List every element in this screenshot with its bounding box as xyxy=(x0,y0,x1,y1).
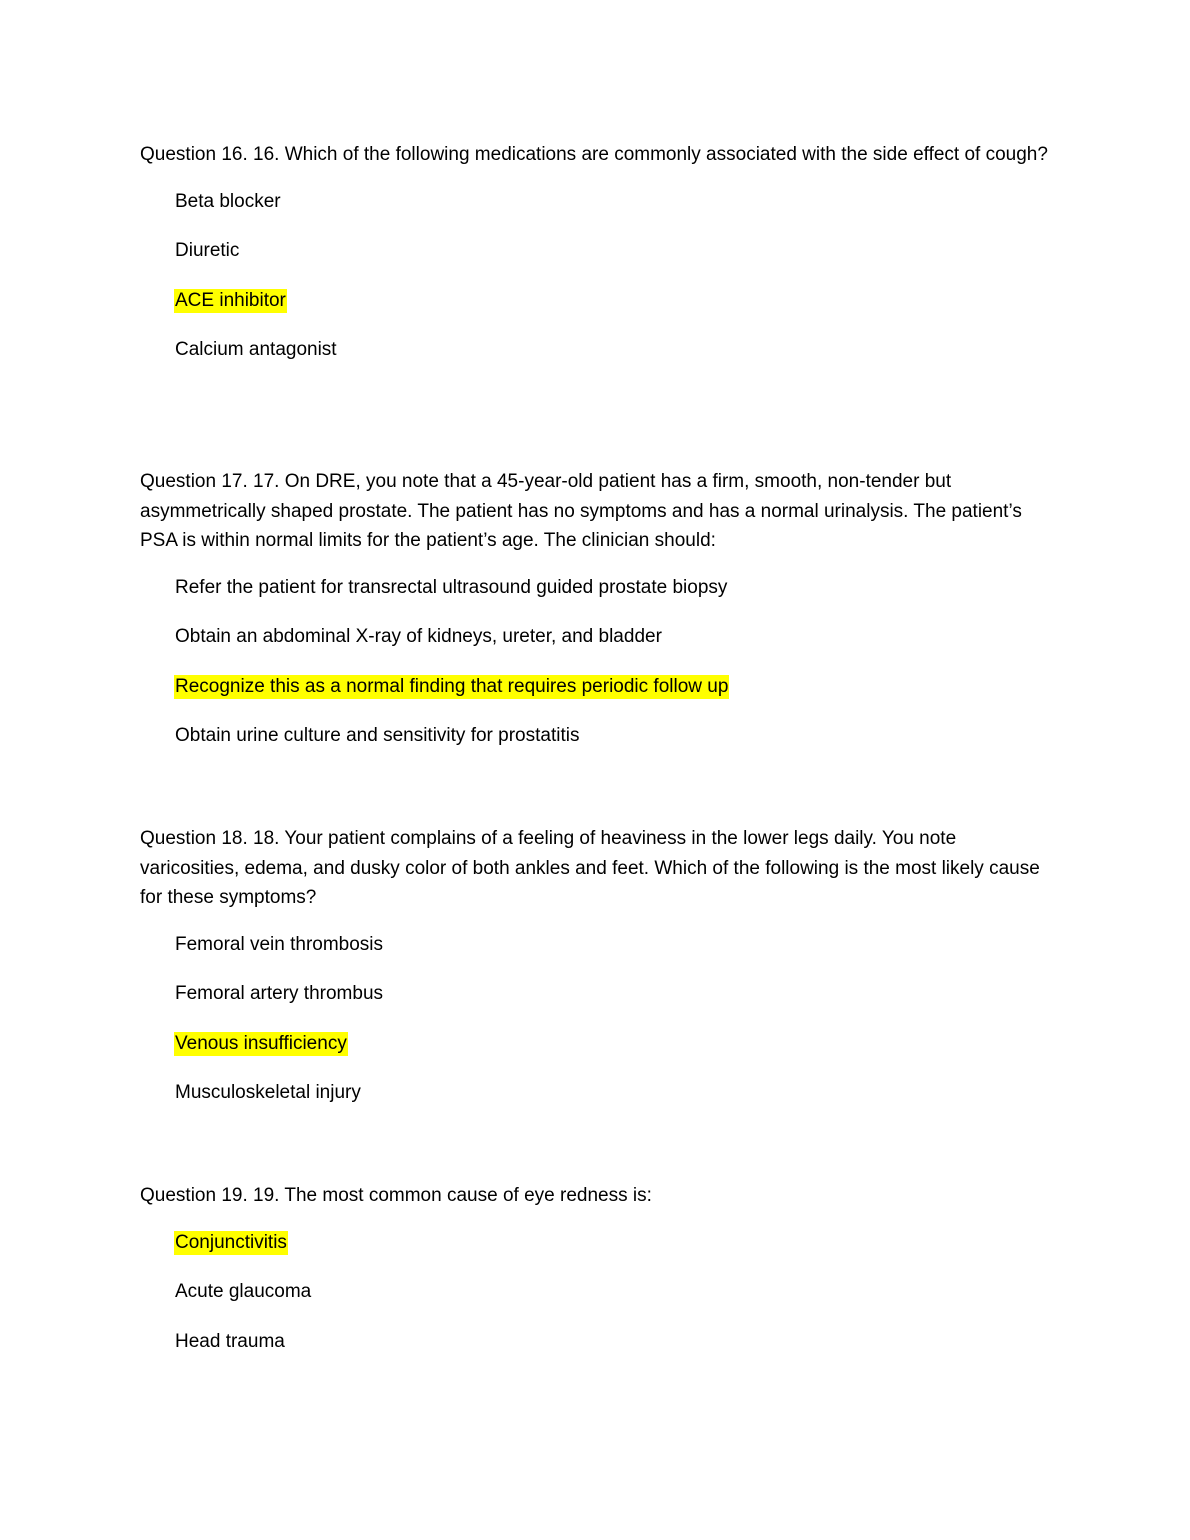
answer-option-text: Femoral vein thrombosis xyxy=(175,933,384,955)
answer-option xyxy=(174,1081,1050,1105)
answer-option xyxy=(174,1280,1050,1304)
question-stem: Question 17. 17. On DRE, you note that a 45-year-old patient has a firm, smooth, non-tender but asymmetrically shaped prostate. The patient has no symptoms and has a normal urinalysis. The patient’s PSA is within normal limits for the patient’s age. The clinician should: xyxy=(140,471,1022,551)
answer-option xyxy=(174,338,1050,362)
question-stem: Question 19. 19. The most common cause of eye redness is: xyxy=(140,1185,652,1206)
answer-option-text: Obtain an abdominal X-ray of kidneys, ureter, and bladder xyxy=(175,626,662,647)
question-17 xyxy=(140,467,1050,774)
answer-option xyxy=(174,933,1050,957)
answer-option xyxy=(174,190,1050,214)
question-19 xyxy=(140,1181,1050,1379)
answer-option-correct xyxy=(174,1032,1050,1056)
answer-option-text: Beta blocker xyxy=(175,190,281,212)
answer-option-text: Femoral artery thrombus xyxy=(175,983,384,1004)
question-16 xyxy=(140,140,1050,388)
highlighted-answer-text: Conjunctivitis xyxy=(175,1231,287,1253)
answer-options xyxy=(174,1231,1050,1354)
answer-option-text: Refer the patient for transrectal ultrasound guided prostate biopsy xyxy=(175,576,728,598)
answer-option-correct xyxy=(174,1231,1050,1255)
answer-option-text: Calcium antagonist xyxy=(175,339,337,360)
answer-option xyxy=(174,239,1050,263)
highlighted-answer-text: ACE inhibitor xyxy=(175,289,286,311)
answer-option xyxy=(174,576,1050,600)
answer-options xyxy=(174,190,1050,363)
answer-option-text: Head trauma xyxy=(175,1330,285,1352)
question-stem: Question 18. 18. Your patient complains of a feeling of heaviness in the lower legs daily. You note varicosities, edema, and dusky color of both ankles and feet. Which of the following is the most likely cause for these symptoms? xyxy=(140,828,1040,908)
answer-option-text: Acute glaucoma xyxy=(175,1281,312,1302)
answer-option xyxy=(174,1330,1050,1354)
answer-option xyxy=(174,724,1050,748)
answer-option-correct xyxy=(174,289,1050,313)
answer-option xyxy=(174,625,1050,649)
highlighted-answer-text: Recognize this as a normal finding that requires periodic follow up xyxy=(175,675,729,697)
question-stem: Question 16. 16. Which of the following medications are commonly associated with the side effect of cough? xyxy=(140,144,1048,165)
highlighted-answer-text: Venous insufficiency xyxy=(175,1032,347,1054)
answer-option-text: Obtain urine culture and sensitivity for prostatitis xyxy=(175,725,580,746)
answer-options xyxy=(174,933,1050,1106)
answer-option-text: Musculoskeletal injury xyxy=(175,1082,361,1103)
answer-option xyxy=(174,982,1050,1006)
question-18 xyxy=(140,824,1050,1131)
answer-option-text: Diuretic xyxy=(175,240,240,261)
answer-option-correct xyxy=(174,675,1050,699)
answer-options xyxy=(174,576,1050,749)
